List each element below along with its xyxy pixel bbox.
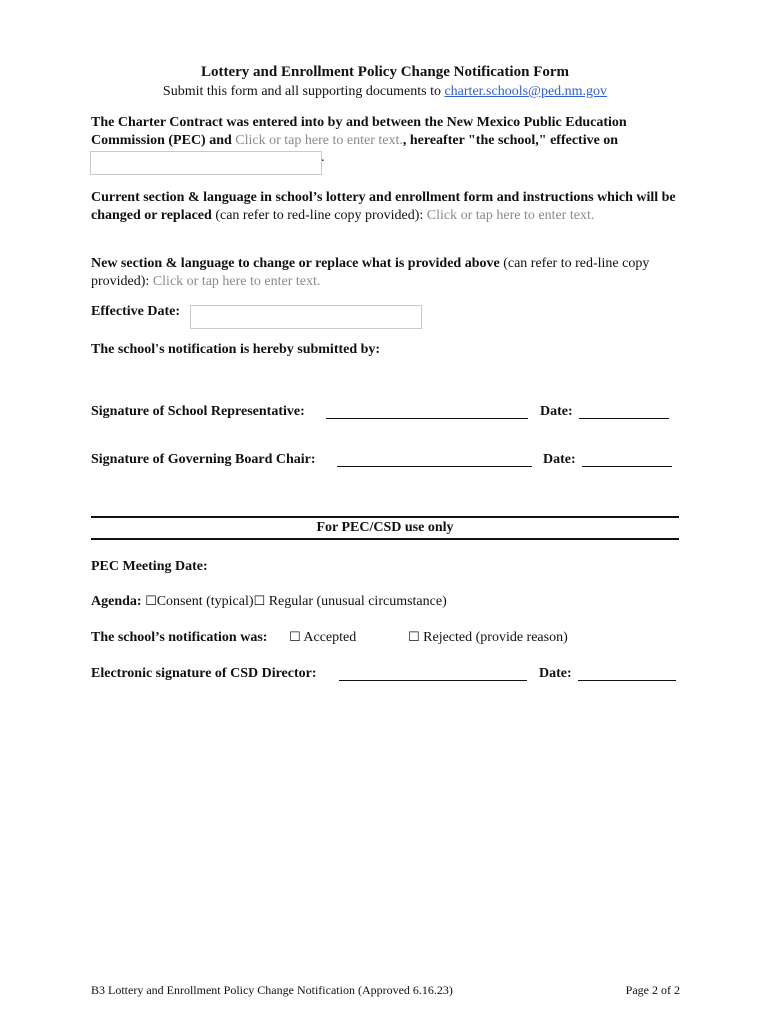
new-section-field[interactable]: Click or tap here to enter text. bbox=[152, 274, 321, 289]
rejected-option-label: Rejected (provide reason) bbox=[423, 630, 568, 645]
board-chair-date-label: Date: bbox=[543, 452, 576, 467]
school-rep-date-label: Date: bbox=[540, 404, 573, 419]
csd-date-label: Date: bbox=[539, 666, 572, 681]
csd-date-line[interactable] bbox=[578, 666, 676, 681]
subtitle-text: Submit this form and all supporting documents to bbox=[162, 84, 441, 99]
consent-checkbox[interactable]: ☐ bbox=[145, 594, 157, 609]
email-link[interactable]: charter.schools@ped.nm.gov bbox=[444, 84, 608, 99]
effective-date-label: Effective Date: bbox=[91, 304, 181, 319]
pec-top-rule bbox=[91, 516, 679, 518]
notification-label: The school’s notification was: bbox=[91, 630, 268, 645]
effective-date-field[interactable] bbox=[190, 305, 422, 329]
school-rep-signature-line[interactable] bbox=[326, 404, 528, 419]
accepted-checkbox[interactable]: ☐ bbox=[289, 630, 301, 645]
contract-period: . bbox=[321, 150, 325, 165]
regular-checkbox[interactable]: ☐ bbox=[253, 594, 266, 609]
form-title: Lottery and Enrollment Policy Change Notification Form bbox=[200, 64, 570, 80]
csd-signature-label: Electronic signature of CSD Director: bbox=[91, 666, 317, 681]
pec-bottom-rule bbox=[91, 538, 679, 540]
new-section-label: New section & language to change or replace what is provided above bbox=[91, 256, 500, 271]
rejected-option bbox=[408, 630, 568, 646]
contract-after-school: , hereafter "the school," effective on bbox=[402, 133, 619, 148]
effective-on-field[interactable] bbox=[90, 151, 322, 175]
csd-signature-line[interactable] bbox=[339, 666, 527, 681]
pec-heading: For PEC/CSD use only bbox=[316, 520, 454, 535]
school-rep-signature-label: Signature of School Representative: bbox=[91, 404, 305, 419]
school-name-field[interactable]: Click or tap here to enter text. bbox=[235, 133, 403, 148]
current-section-field[interactable]: Click or tap here to enter text. bbox=[426, 208, 595, 223]
footer-document-id: B3 Lottery and Enrollment Policy Change Notification (Approved 6.16.23) bbox=[91, 983, 453, 997]
accepted-option-label: Accepted bbox=[303, 630, 357, 645]
form-subtitle bbox=[0, 84, 770, 100]
contract-intro: The Charter Contract was entered into by and between the New Mexico Public Education Commission (PEC) and bbox=[91, 115, 627, 148]
accepted-option bbox=[289, 630, 356, 646]
rejected-checkbox[interactable]: ☐ bbox=[408, 630, 420, 645]
submitted-by-label: The school's notification is hereby submitted by: bbox=[91, 342, 381, 357]
consent-option-label: Consent (typical) bbox=[156, 594, 254, 609]
current-section-paragraph bbox=[91, 189, 683, 225]
agenda-label: Agenda: bbox=[91, 594, 142, 609]
current-section-label: Current section & language in school’s lottery and enrollment form and instructions which will be changed or replaced bbox=[91, 190, 676, 223]
current-section-note: (can refer to red-line copy provided): bbox=[215, 208, 424, 223]
footer-page-number: Page 2 of 2 bbox=[625, 983, 680, 997]
agenda-row bbox=[91, 594, 447, 610]
school-rep-date-line[interactable] bbox=[579, 404, 669, 419]
board-chair-signature-line[interactable] bbox=[337, 452, 532, 467]
contract-paragraph bbox=[91, 114, 683, 150]
new-section-paragraph bbox=[91, 255, 683, 291]
regular-option-label: Regular (unusual circumstance) bbox=[268, 594, 447, 609]
new-section-note: (can refer to red-line copy provided): bbox=[91, 256, 650, 289]
pec-meeting-date-label: PEC Meeting Date: bbox=[91, 559, 208, 574]
board-chair-signature-label: Signature of Governing Board Chair: bbox=[91, 452, 316, 467]
board-chair-date-line[interactable] bbox=[582, 452, 672, 467]
